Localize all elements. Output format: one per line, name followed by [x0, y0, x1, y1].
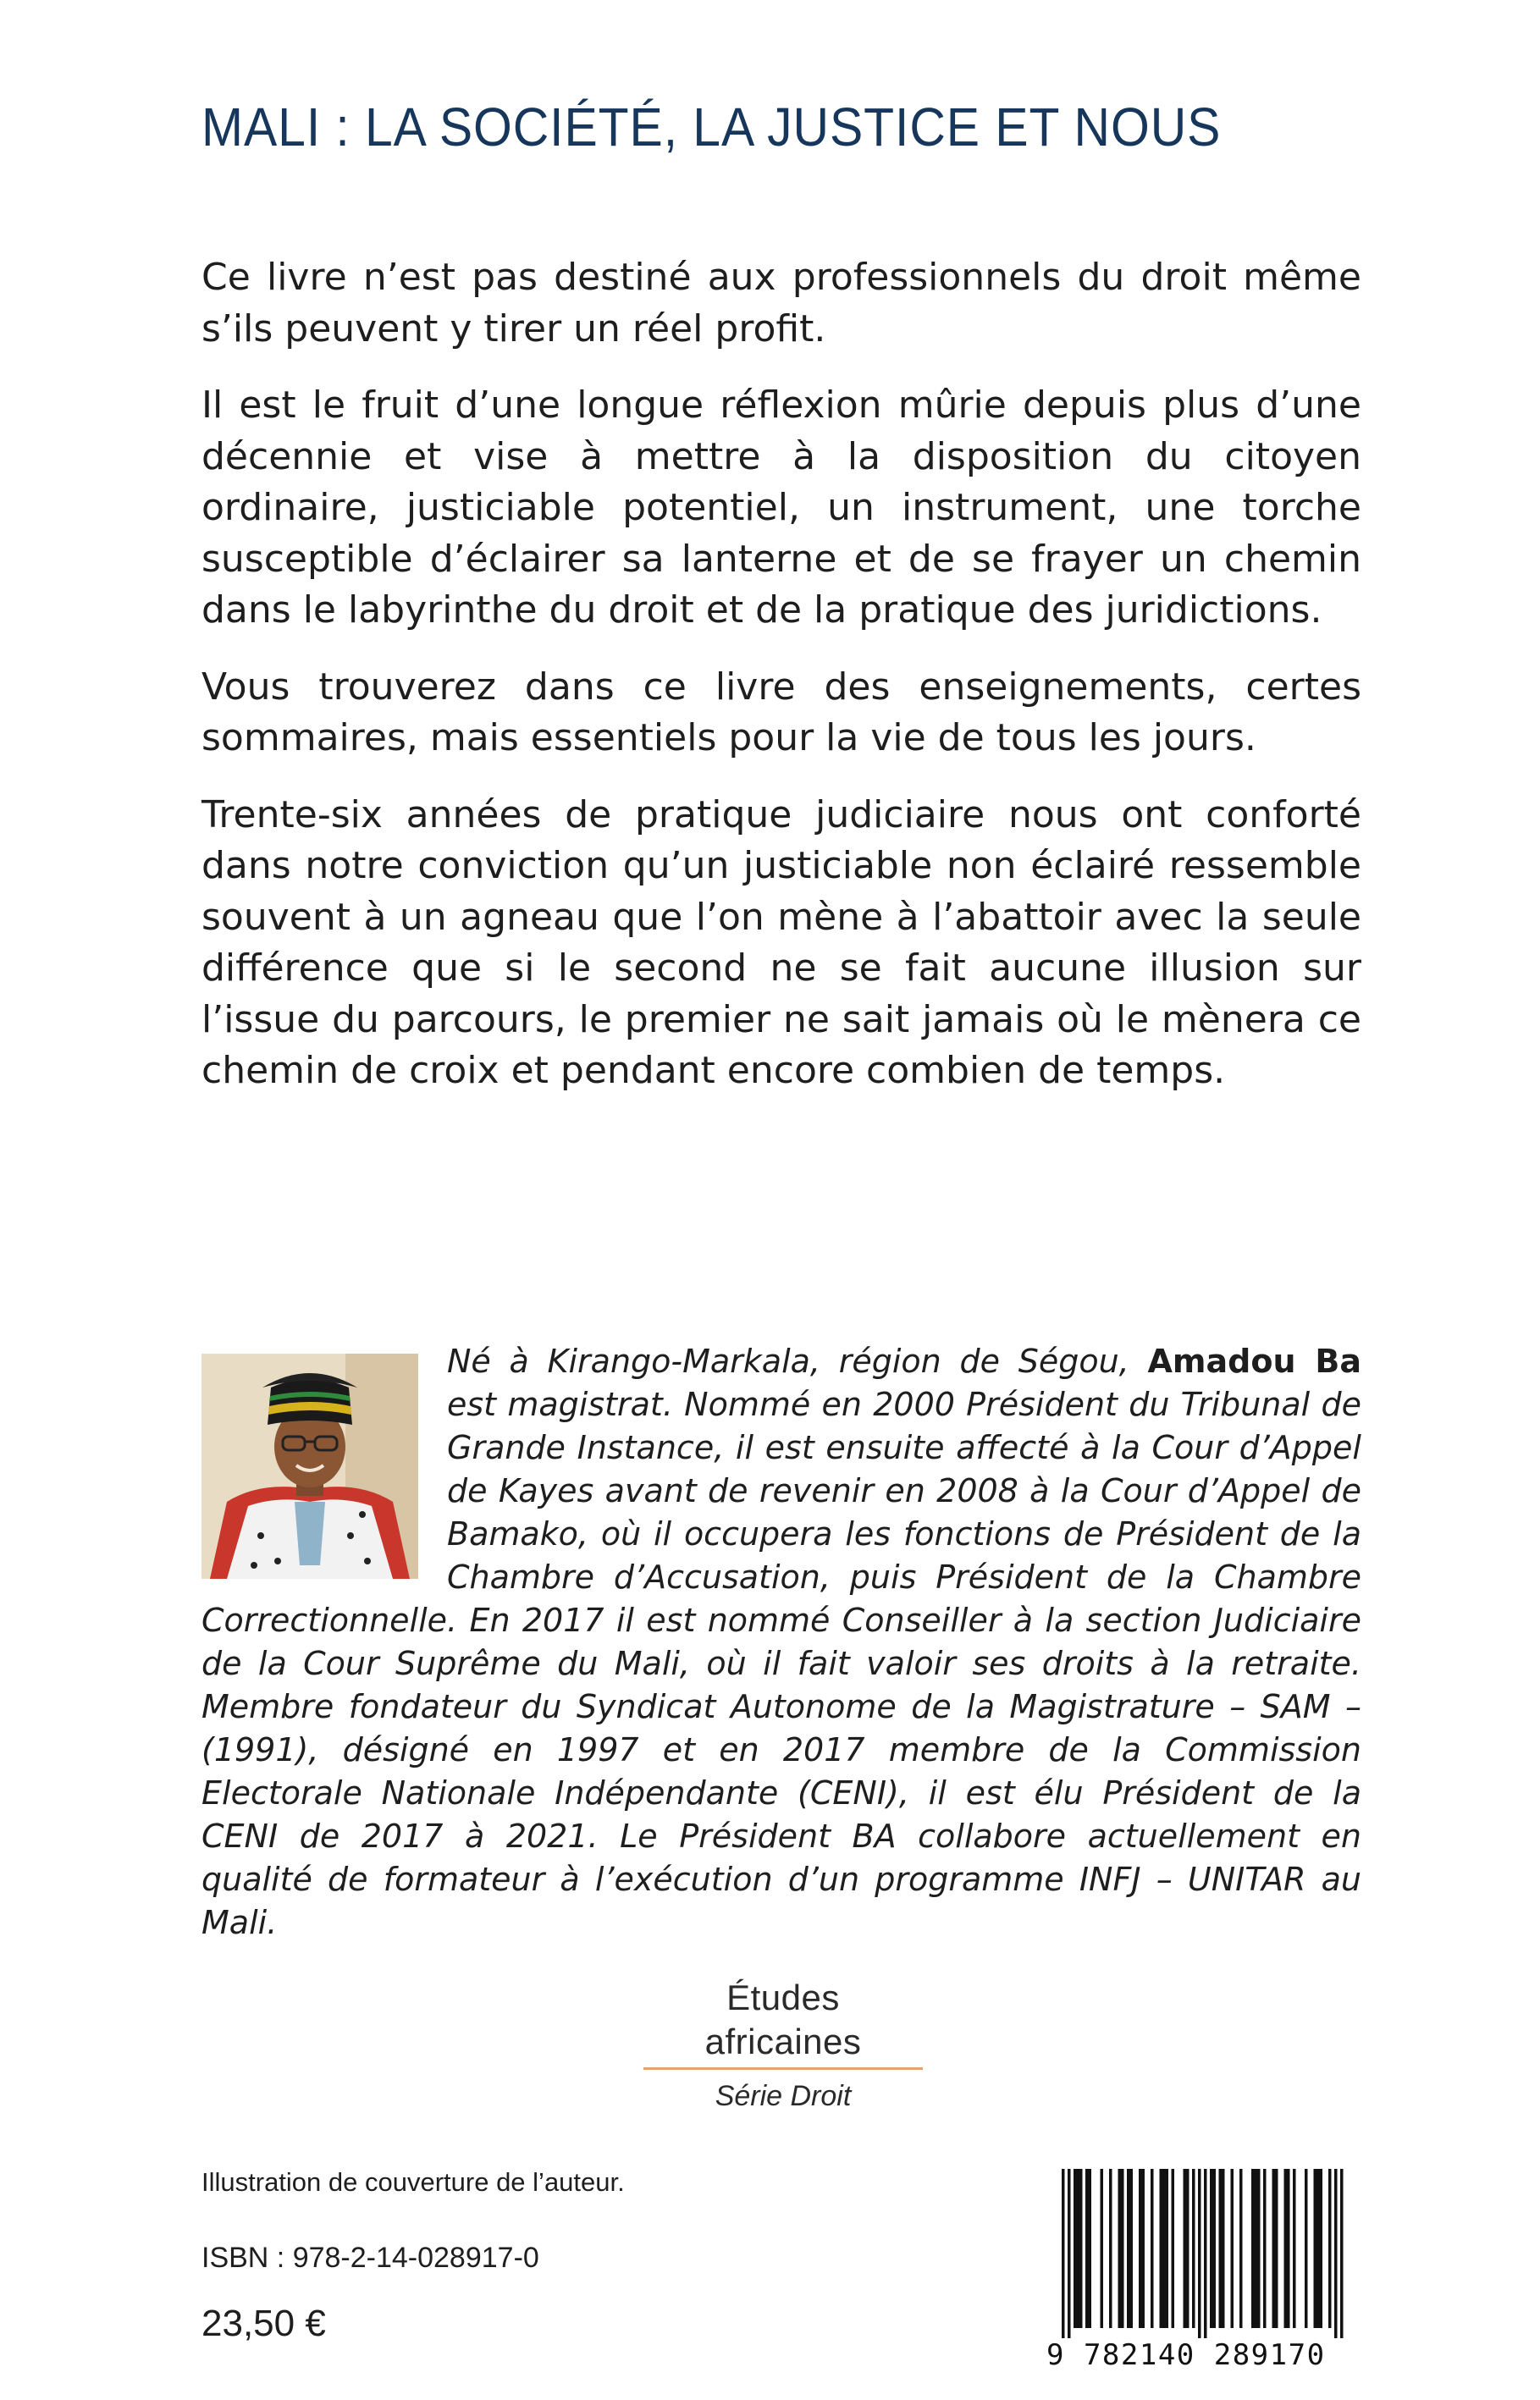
barcode-bar: [1272, 2169, 1276, 2328]
barcode-bar: [1085, 2169, 1089, 2328]
author-name: Amadou Ba: [1147, 1343, 1361, 1380]
barcode-bar: [1162, 2169, 1166, 2328]
barcode-bars: [1043, 2169, 1361, 2338]
barcode: [1043, 2169, 1361, 2372]
synopsis: [201, 252, 1361, 1123]
barcode-bar: [1257, 2169, 1261, 2328]
barcode-bar: [1305, 2169, 1308, 2328]
isbn: ISBN : 978-2-14-028917-0: [201, 2242, 539, 2274]
barcode-bar: [1062, 2169, 1065, 2338]
barcode-bar: [1314, 2169, 1317, 2328]
barcode-bar: [1172, 2169, 1175, 2328]
synopsis-paragraph: Ce livre n’est pas destiné aux professionnels du droit même s’ils peuvent y tirer un réel profit.: [201, 256, 1361, 350]
barcode-bar: [1251, 2169, 1255, 2328]
barcode-bar: [1109, 2169, 1112, 2328]
barcode-bar: [1287, 2169, 1290, 2328]
barcode-digits: 9 782140 289170: [1046, 2338, 1326, 2372]
barcode-bar: [1184, 2169, 1187, 2328]
barcode-bar: [1139, 2169, 1142, 2328]
barcode-bar: [1089, 2169, 1092, 2328]
barcode-bar: [1213, 2169, 1217, 2328]
book-title: MALI : LA SOCIÉTÉ, LA JUSTICE ET NOUS: [201, 97, 1222, 157]
cover-credits: Illustration de couverture de l’auteur.: [201, 2167, 625, 2197]
barcode-bar: [1101, 2169, 1104, 2328]
barcode-bar: [1151, 2169, 1154, 2328]
barcode-bar: [1320, 2169, 1323, 2328]
barcode-bar: [1328, 2169, 1332, 2328]
barcode-bar: [1166, 2169, 1169, 2328]
collection-divider: [643, 2067, 923, 2070]
barcode-bar: [1192, 2169, 1195, 2328]
barcode-bar: [1121, 2169, 1124, 2328]
barcode-bar: [1130, 2169, 1134, 2328]
collection-name: Études africaines: [704, 1978, 862, 2061]
barcode-bar: [1340, 2169, 1344, 2338]
barcode-bar: [1231, 2169, 1234, 2328]
portrait-illustration: [201, 1354, 418, 1579]
barcode-bar: [1210, 2169, 1213, 2328]
barcode-bar: [1219, 2169, 1223, 2328]
barcode-bar: [1222, 2169, 1225, 2328]
collection-logo: [643, 1976, 923, 2114]
author-bio-block: [201, 1340, 1361, 1945]
barcode-bar: [1198, 2169, 1201, 2338]
barcode-bar: [1263, 2169, 1267, 2328]
collection-series: Série Droit: [715, 2080, 852, 2112]
synopsis-paragraph: Il est le fruit d’une longue réflexion mûrie depuis plus d’une décennie et vise à mettre à la disposition du citoyen ordinaire, justiciable potentiel, un instrument, une torche susceptible d’éclairer sa lanterne et de se frayer un chemin dans le labyrinthe du droit et de la pratique des juridictions.: [201, 383, 1361, 632]
barcode-bar: [1284, 2169, 1288, 2328]
barcode-bar: [1186, 2169, 1189, 2328]
barcode-bar: [1079, 2169, 1083, 2328]
barcode-bar: [1068, 2169, 1071, 2338]
barcode-bar: [1316, 2169, 1320, 2328]
synopsis-paragraph: Trente-six années de pratique judiciaire nous ont conforté dans notre conviction qu’un justiciable non éclairé ressemble souvent à un agneau que l’on mène à l’abattoir avec la seule différence que si le second ne se fait aucune illusion sur l’issue du parcours, le premier ne sait jamais où le mènera ce chemin de croix et pendant encore combien de temps.: [201, 792, 1361, 1092]
bio-text: est magistrat. Nommé en 2000 Président du Tribunal de Grande Instance, il est ensuite affecté à la Cour d’Appel de Kayes avant de revenir en 2008 à la Cour d’Appel de Bamako, où il occupera les fonctions de Président de la Chambre d’Accusation, puis Président de la Chambre Correctionnelle. En 2017 il est nommé Conseiller à la section Judiciaire de la Cour Suprême du Mali, où il fait valoir ses droits à la retraite. Membre fondateur du Syndicat Autonome de la Magistrature – SAM – (1991), désigné en 1997 et en 2017 membre de la Commission Electorale Nationale Indépendante (CENI), il est élu Président de la CENI de 2017 à 2021. Le Président BA collabore actuellement en qualité de formateur à l’exécution d’un programme INFJ – UNITAR au Mali.: [201, 1386, 1361, 1941]
barcode-bar: [1239, 2169, 1243, 2328]
barcode-bar: [1204, 2169, 1207, 2338]
price: 23,50 €: [201, 2303, 326, 2344]
barcode-bar: [1275, 2169, 1278, 2328]
barcode-bar: [1293, 2169, 1296, 2328]
barcode-bar: [1334, 2169, 1338, 2338]
barcode-bar: [1160, 2169, 1163, 2328]
barcode-bar: [1118, 2169, 1122, 2328]
bio-intro: Né à Kirango-Markala, région de Ségou,: [447, 1343, 1129, 1380]
barcode-bar: [1077, 2169, 1080, 2328]
barcode-bar: [1127, 2169, 1130, 2328]
author-portrait: [201, 1354, 418, 1579]
barcode-bar: [1255, 2169, 1258, 2328]
barcode-bar: [1142, 2169, 1145, 2328]
synopsis-paragraph: Vous trouverez dans ce livre des enseignements, certes sommaires, mais essentiels pour la vie de tous les jours.: [201, 665, 1361, 759]
barcode-bar: [1074, 2169, 1077, 2328]
